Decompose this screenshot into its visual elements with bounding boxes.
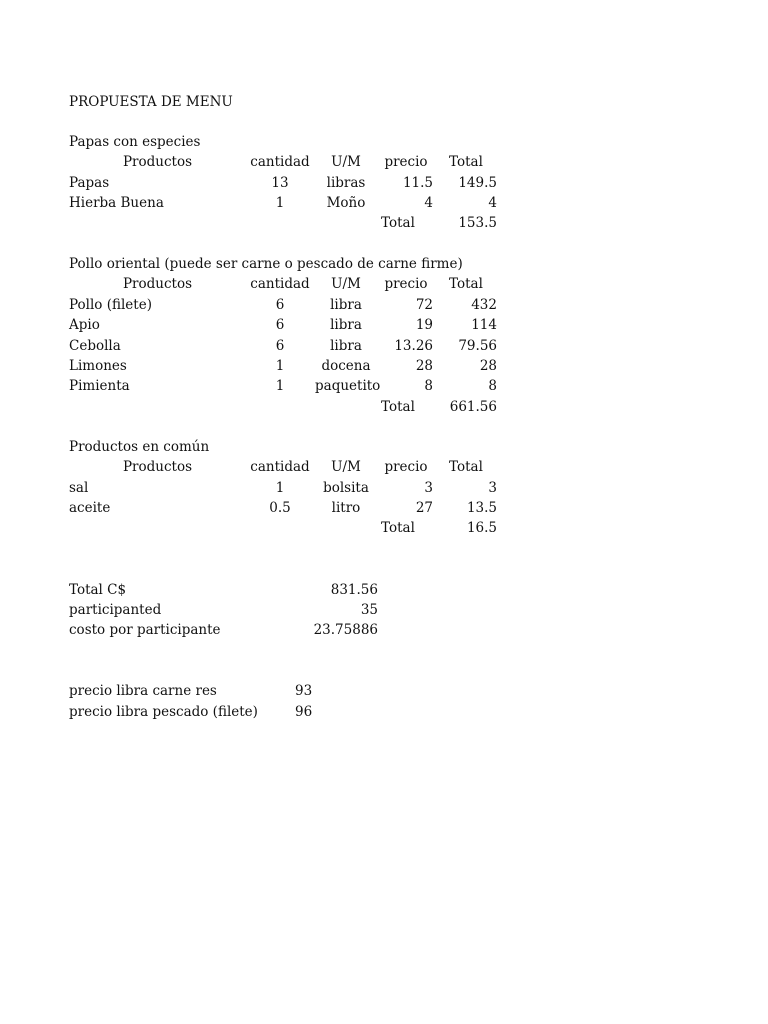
um-cell: libra xyxy=(330,317,362,333)
header-productos: Productos xyxy=(122,276,193,292)
product-name: Hierba Buena xyxy=(69,195,164,211)
cantidad-cell: 1 xyxy=(275,358,285,374)
precio-cell: 4 xyxy=(424,195,433,211)
section-total-value: 661.56 xyxy=(449,399,497,415)
price-label: precio libra carne res xyxy=(69,683,217,699)
product-name: Pollo (filete) xyxy=(69,297,152,313)
precio-cell: 28 xyxy=(415,358,433,374)
header-precio: precio xyxy=(384,154,428,170)
product-name: Apio xyxy=(69,317,100,333)
cantidad-cell: 6 xyxy=(275,338,285,354)
total-cell: 13.5 xyxy=(466,500,497,516)
precio-cell: 19 xyxy=(415,317,433,333)
summary-value: 831.56 xyxy=(330,582,378,598)
precio-cell: 8 xyxy=(424,378,433,394)
header-productos: Productos xyxy=(122,154,193,170)
product-name: Cebolla xyxy=(69,338,121,354)
price-value: 93 xyxy=(295,683,313,699)
header-um: U/M xyxy=(331,154,361,170)
section-total-value: 153.5 xyxy=(458,215,497,231)
header-um: U/M xyxy=(331,276,361,292)
product-name: aceite xyxy=(69,500,111,516)
header-cantidad: cantidad xyxy=(250,276,310,292)
header-um: U/M xyxy=(331,459,361,475)
um-cell: libra xyxy=(330,297,362,313)
section-title: Pollo oriental (puede ser carne o pescado de carne firme) xyxy=(69,256,463,272)
cantidad-cell: 6 xyxy=(275,317,285,333)
price-value: 96 xyxy=(295,704,313,720)
section-title: Papas con especies xyxy=(69,134,201,150)
header-cantidad: cantidad xyxy=(250,154,310,170)
header-total: Total xyxy=(449,276,483,292)
section-total-label: Total xyxy=(381,399,415,415)
summary-label: costo por participante xyxy=(69,622,221,638)
summary-label: Total C$ xyxy=(69,582,127,598)
header-total: Total xyxy=(449,154,483,170)
summary-label: participanted xyxy=(69,602,162,618)
total-cell: 28 xyxy=(479,358,497,374)
header-precio: precio xyxy=(384,276,428,292)
total-cell: 3 xyxy=(488,480,497,496)
product-name: sal xyxy=(69,480,89,496)
product-name: Pimienta xyxy=(69,378,130,394)
cantidad-cell: 13 xyxy=(271,175,289,191)
header-cantidad: cantidad xyxy=(250,459,310,475)
section-title: Productos en común xyxy=(69,439,210,455)
product-name: Limones xyxy=(69,358,127,374)
total-cell: 149.5 xyxy=(458,175,497,191)
section-total-label: Total xyxy=(381,215,415,231)
document-title: PROPUESTA DE MENU xyxy=(69,94,233,110)
summary-value: 23.75886 xyxy=(313,622,378,638)
product-name: Papas xyxy=(69,175,110,191)
um-cell: bolsita xyxy=(323,480,369,496)
cantidad-cell: 6 xyxy=(275,297,285,313)
total-cell: 79.56 xyxy=(458,338,497,354)
precio-cell: 13.26 xyxy=(394,338,433,354)
total-cell: 8 xyxy=(488,378,497,394)
precio-cell: 3 xyxy=(424,480,433,496)
precio-cell: 11.5 xyxy=(402,175,433,191)
precio-cell: 72 xyxy=(415,297,433,313)
header-precio: precio xyxy=(384,459,428,475)
total-cell: 114 xyxy=(471,317,497,333)
um-cell: paquetito xyxy=(315,378,381,394)
header-total: Total xyxy=(449,459,483,475)
price-label: precio libra pescado (filete) xyxy=(69,704,258,720)
section-total-value: 16.5 xyxy=(466,520,497,536)
cantidad-cell: 1 xyxy=(275,480,285,496)
cantidad-cell: 1 xyxy=(275,195,285,211)
summary-value: 35 xyxy=(360,602,378,618)
total-cell: 4 xyxy=(488,195,497,211)
um-cell: docena xyxy=(321,358,371,374)
cantidad-cell: 0.5 xyxy=(269,500,291,516)
um-cell: libra xyxy=(330,338,362,354)
um-cell: Moño xyxy=(326,195,366,211)
um-cell: libras xyxy=(326,175,366,191)
header-productos: Productos xyxy=(122,459,193,475)
precio-cell: 27 xyxy=(415,500,433,516)
um-cell: litro xyxy=(331,500,361,516)
total-cell: 432 xyxy=(471,297,497,313)
cantidad-cell: 1 xyxy=(275,378,285,394)
section-total-label: Total xyxy=(381,520,415,536)
